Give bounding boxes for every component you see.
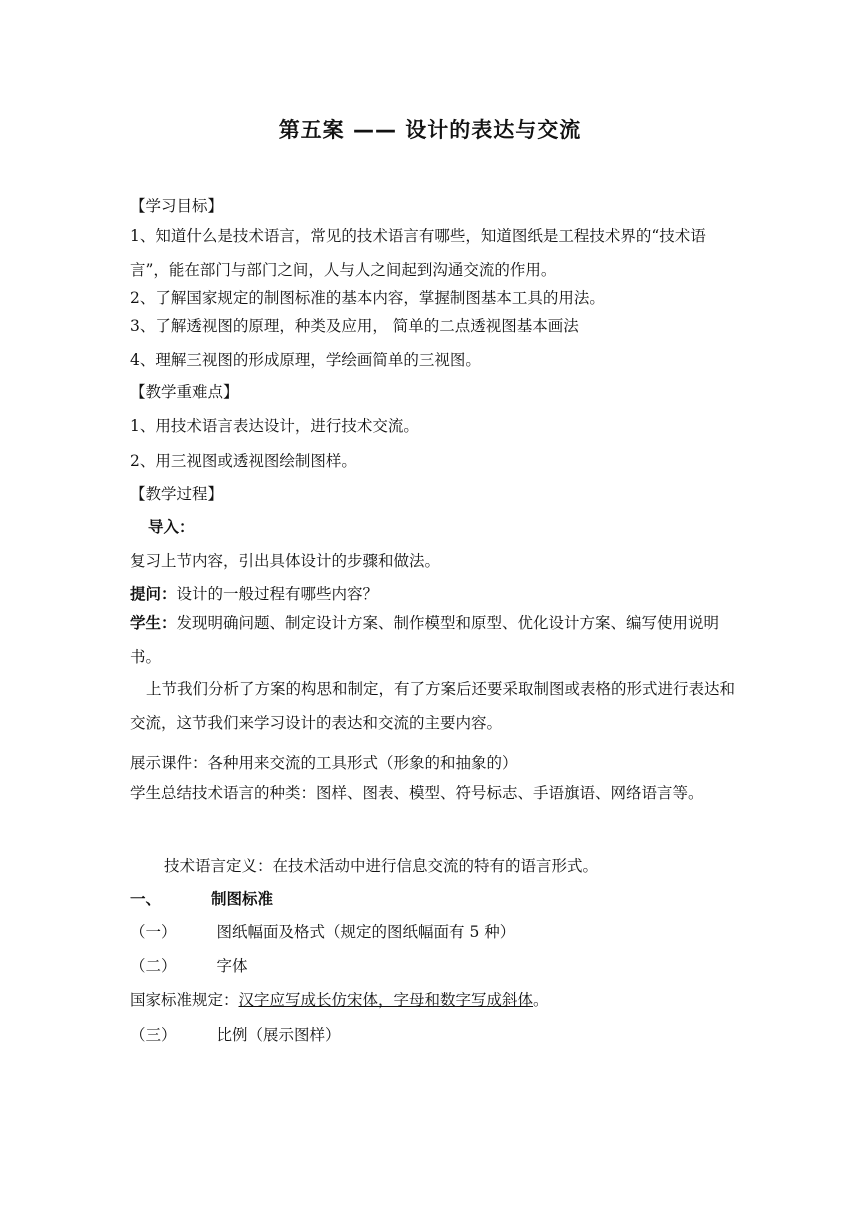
student-label: 学生： [130, 614, 177, 632]
item-1 [130, 922, 736, 942]
item-2-number: （二） [130, 957, 177, 975]
summary-text: 学生总结技术语言的种类：图样、图表、模型、符号标志、手语旗语、网络语言等。 [130, 784, 704, 802]
item-2 [130, 956, 736, 976]
paragraph-1: 上节我们分析了方案的构思和制定，有了方案后还要采取制图或表格的形式进行表达和交流，这节我们来学习设计的表达和交流的主要内容。 [130, 680, 736, 732]
standard-line [130, 990, 736, 1010]
part1-title: 制图标准 [211, 890, 274, 908]
item-1-text: 图纸幅面及格式（规定的图纸幅面有 5 种） [216, 923, 516, 941]
page-title: 第五案 —— 设计的表达与交流 [278, 118, 582, 142]
question-label: 提问： [130, 585, 177, 603]
part1-number: 一、 [130, 890, 162, 908]
objective-1: 1、知道什么是技术语言，常见的技术语言有哪些，知道图纸是工程技术界的“技术语言”，能在部门与部门之间，人与人之间起到沟通交流的作用。 [130, 227, 706, 279]
item-1-number: （一） [130, 923, 177, 941]
keypoint-1: 1、用技术语言表达设计，进行技术交流。 [130, 417, 419, 435]
standard-prefix: 国家标准规定： [130, 991, 239, 1009]
process-heading: 【教学过程】 [130, 485, 224, 503]
student-line [130, 606, 736, 674]
show-courseware: 展示课件：各种用来交流的工具形式（形象的和抽象的） [130, 754, 518, 772]
objective-4: 4、理解三视图的形成原理，学绘画简单的三视图。 [130, 351, 481, 369]
student-text: 发现明确问题、制定设计方案、制作模型和原型、优化设计方案、编写使用说明书。 [130, 614, 720, 666]
objective-3: 3、了解透视图的原理，种类及应用， 简单的二点透视图基本画法 [130, 317, 579, 335]
keypoints-heading: 【教学重难点】 [130, 383, 239, 401]
item-3-number: （三） [130, 1026, 177, 1044]
intro-text: 复习上节内容，引出具体设计的步骤和做法。 [130, 552, 441, 570]
intro-label: 导入： [148, 518, 195, 536]
item-2-text: 字体 [216, 957, 248, 975]
objectives-heading: 【学习目标】 [130, 197, 224, 215]
item-3 [130, 1025, 736, 1045]
question-line [130, 584, 736, 604]
standard-suffix: 。 [533, 991, 549, 1009]
objective-2: 2、了解国家规定的制图标准的基本内容，掌握制图基本工具的用法。 [130, 289, 605, 307]
part1-heading [130, 889, 736, 909]
definition-text: 技术语言定义：在技术活动中进行信息交流的特有的语言形式。 [164, 857, 599, 875]
question-text: 设计的一般过程有哪些内容？ [176, 585, 379, 603]
keypoint-2: 2、用三视图或透视图绘制图样。 [130, 452, 357, 470]
standard-underlined: 汉字应写成长仿宋体，字母和数字写成斜体 [238, 991, 534, 1009]
item-3-text: 比例（展示图样） [216, 1026, 341, 1044]
